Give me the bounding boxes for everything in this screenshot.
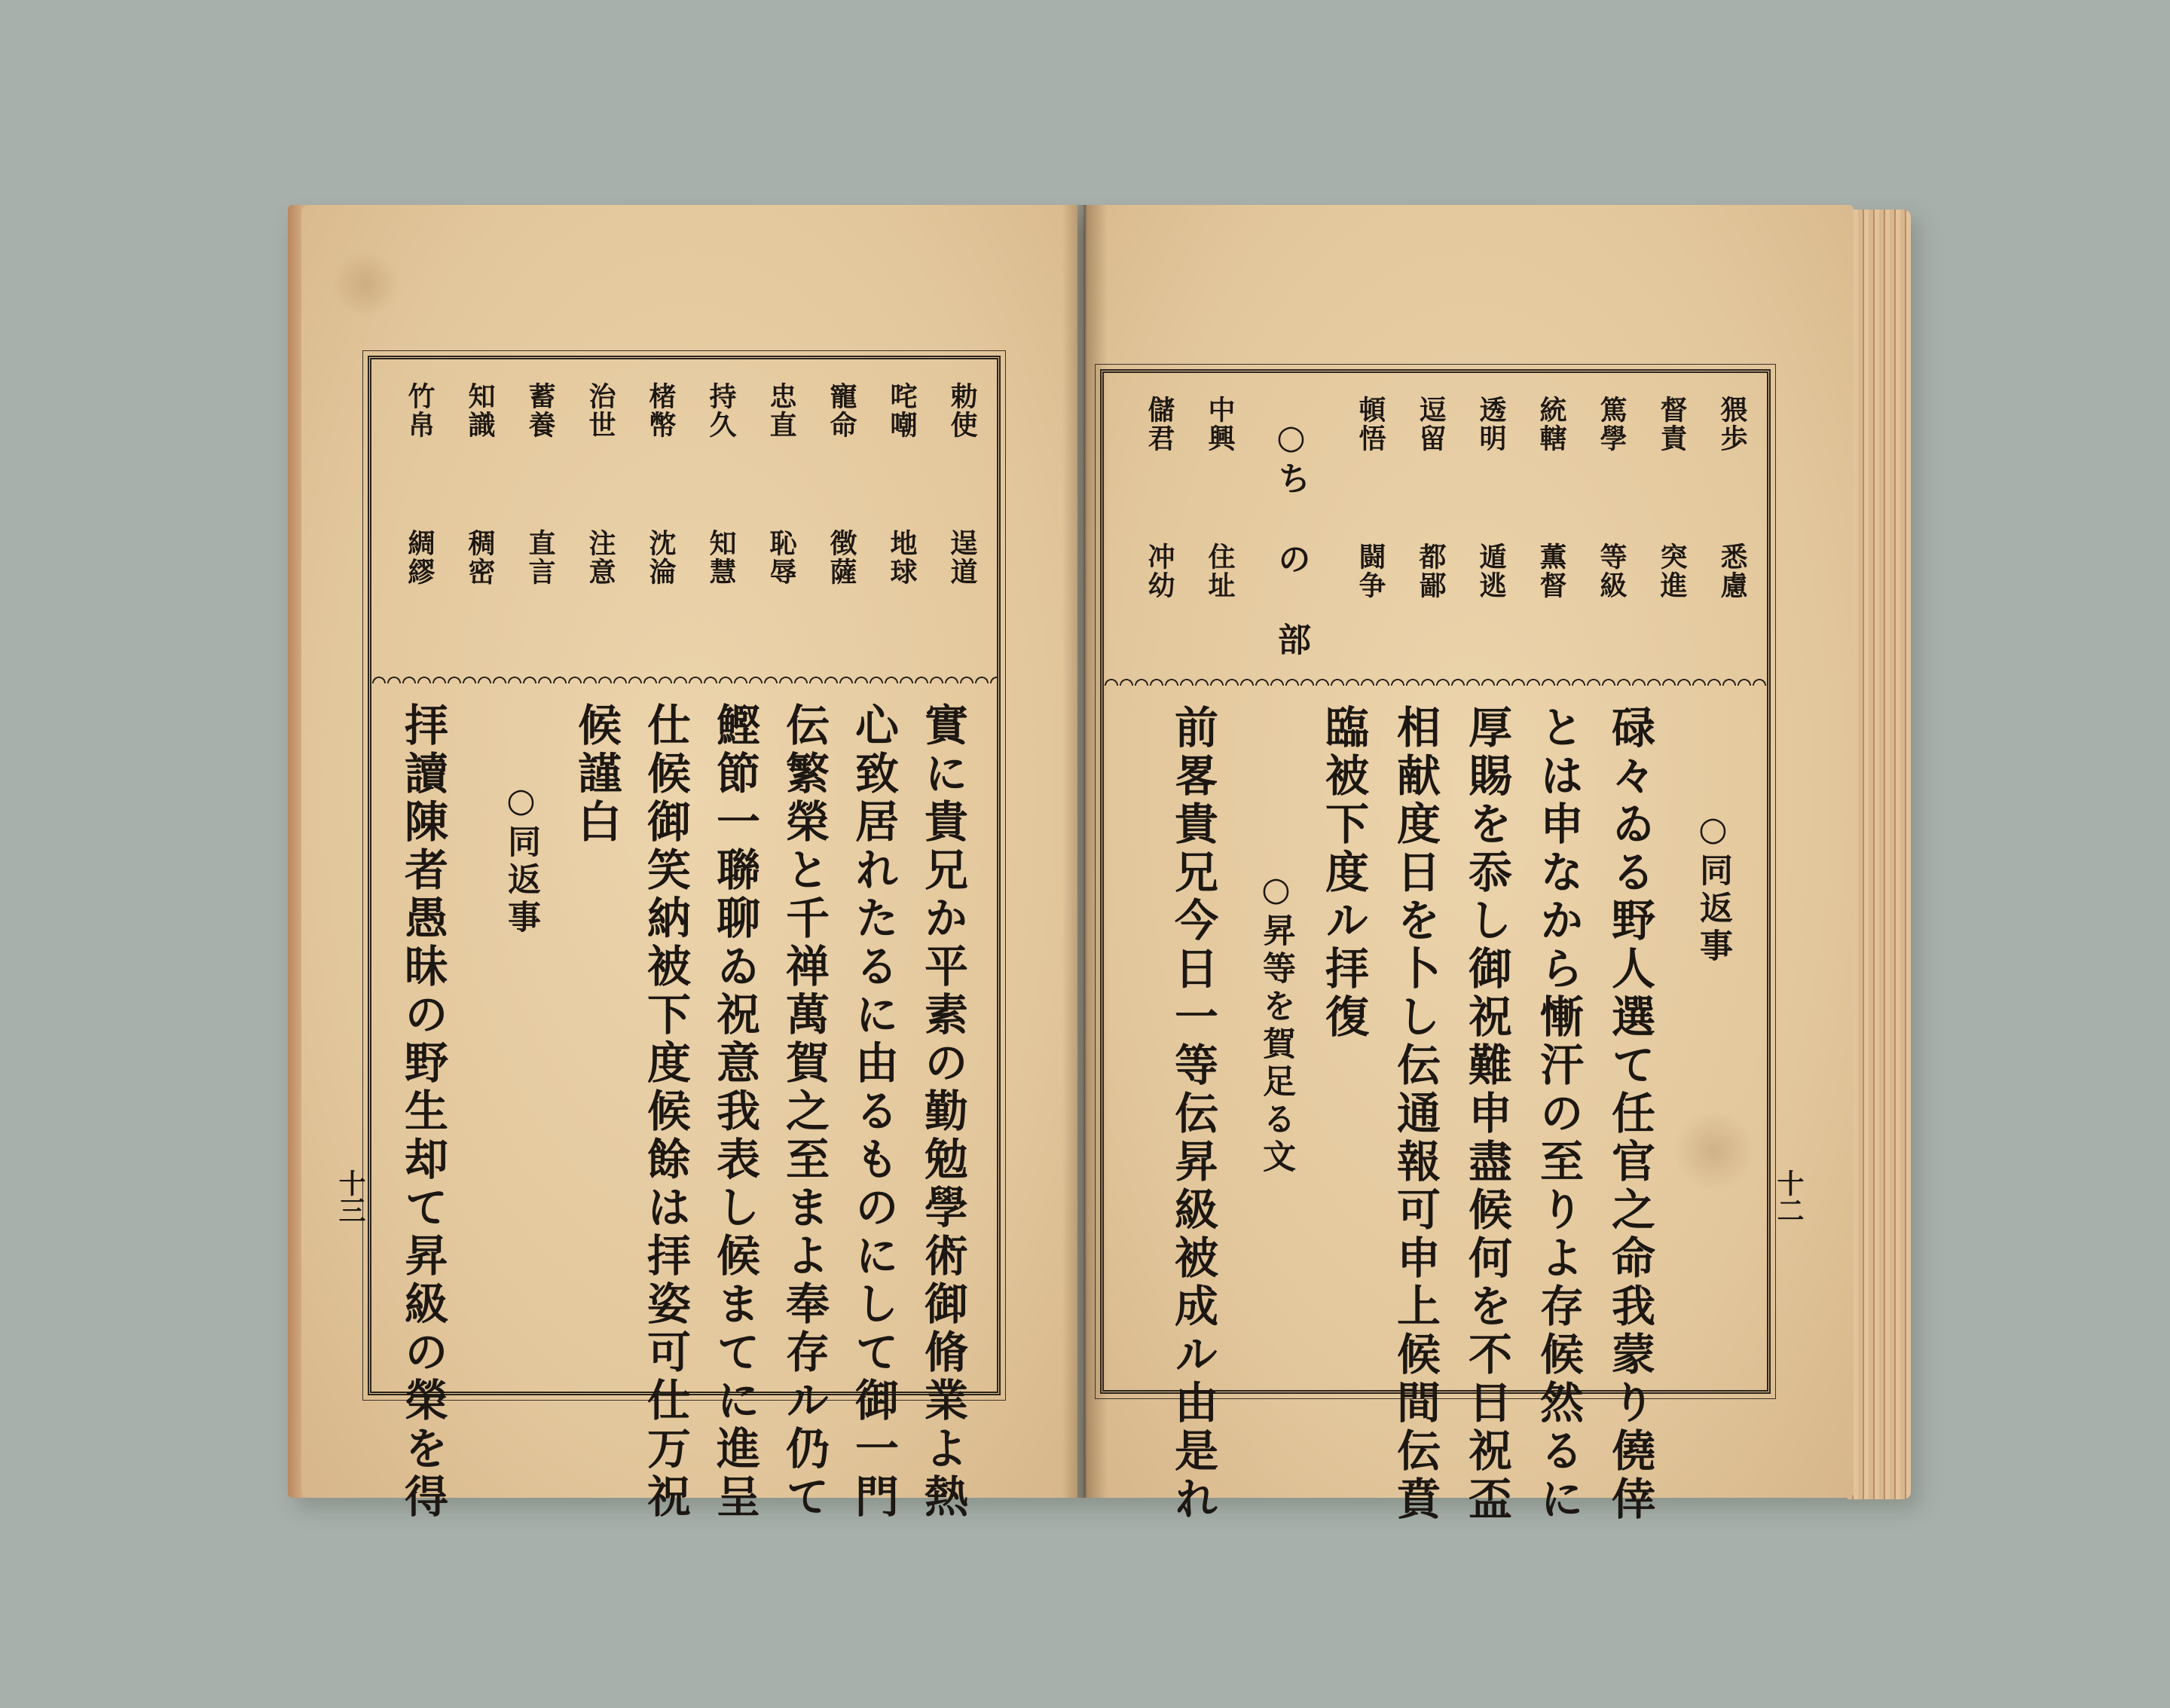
body-column: 臨被下度ル拝復 bbox=[1318, 704, 1369, 1042]
vocab-word: 咤嘲 bbox=[886, 382, 918, 439]
page-number: 十二 bbox=[1773, 1169, 1805, 1224]
vocab-word: 統轄 bbox=[1536, 396, 1567, 453]
vocab-word: 知慧 bbox=[705, 529, 737, 586]
vocab-word: 逗留 bbox=[1415, 396, 1447, 453]
right-page bbox=[1085, 205, 1854, 1524]
body-column: 相献度日を卜し伝通報可申上候間伝賁 bbox=[1389, 704, 1441, 1524]
vocab-word: 頓悟 bbox=[1355, 396, 1386, 453]
book-gutter bbox=[1062, 205, 1108, 1498]
vocab-word: 督責 bbox=[1656, 396, 1688, 453]
vocab-word: 徴薩 bbox=[826, 529, 857, 586]
vocab-word: 中興 bbox=[1204, 396, 1236, 453]
vocab-word: 闘争 bbox=[1355, 542, 1386, 600]
vocab-word: 稠密 bbox=[464, 529, 496, 586]
body-column: 仕候御笑納被下度候餘は拝姿可仕万祝 bbox=[640, 702, 691, 1522]
vocab-word: 知識 bbox=[464, 382, 496, 439]
vocab-word: 持久 bbox=[705, 382, 737, 439]
vocab-word: 等級 bbox=[1596, 542, 1628, 600]
vocab-word: 篤學 bbox=[1596, 396, 1628, 453]
vocab-word: 儲君 bbox=[1144, 396, 1175, 453]
right-page-frame bbox=[1100, 369, 1771, 1524]
vocab-word: 猥歩 bbox=[1716, 396, 1748, 453]
wavy-divider bbox=[1104, 671, 1767, 686]
vocab-word: 恥辱 bbox=[766, 529, 797, 586]
section-heading: ○昇等を賀足る文 bbox=[1257, 870, 1295, 1177]
body-column: 前畧貴兄今日一等伝昇級被成ル由是れ bbox=[1167, 704, 1218, 1524]
body-column: とは申なから慚汗の至りよ存候然るに bbox=[1533, 704, 1584, 1524]
vocab-word: 遁逃 bbox=[1475, 542, 1507, 600]
left-page-frame bbox=[368, 356, 1001, 1522]
vocab-word: 冲幼 bbox=[1144, 542, 1175, 600]
vocab-word: 突進 bbox=[1656, 542, 1688, 600]
body-column: 候謹白 bbox=[570, 702, 622, 847]
section-heading: ○同返事 bbox=[502, 781, 540, 937]
vocab-word: 都鄙 bbox=[1415, 542, 1447, 600]
left-page bbox=[301, 205, 1077, 1522]
vocab-word: 注意 bbox=[585, 529, 616, 586]
body-column: 伝繁榮と千禅萬賀之至まよ奉存ル仍て bbox=[778, 702, 830, 1522]
vocab-word: 沈淪 bbox=[645, 529, 677, 586]
body-column: 拝讀陳者愚昧の野生却て昇級の榮を得 bbox=[397, 702, 448, 1522]
page-stack-edge bbox=[1848, 209, 1911, 1499]
vocab-word: 逞道 bbox=[946, 529, 978, 586]
body-column: 實に貴兄か平素の勤勉學術御脩業よ熱 bbox=[917, 702, 968, 1522]
vocab-word: 楮幣 bbox=[645, 382, 677, 439]
vocab-word: 悉慮 bbox=[1716, 542, 1748, 600]
vocab-word: 薫督 bbox=[1536, 542, 1567, 600]
paper-stain bbox=[332, 250, 399, 318]
vocab-word: 透明 bbox=[1475, 396, 1507, 453]
vocab-word: 勅使 bbox=[946, 382, 978, 439]
vocab-word: 竹帛 bbox=[404, 382, 436, 439]
vocab-word: 蓄養 bbox=[524, 382, 556, 439]
section-heading: ○同返事 bbox=[1694, 810, 1732, 966]
body-column: 厚賜を忝し御祝難申盡候何を不日祝盃 bbox=[1461, 704, 1512, 1524]
vocab-word: 地球 bbox=[886, 529, 918, 586]
vocab-word: 綢繆 bbox=[404, 529, 436, 586]
vocab-word: 忠直 bbox=[766, 382, 797, 439]
vocab-word: 住址 bbox=[1204, 542, 1236, 600]
body-column: 心致居れたるに由るものにして御一門 bbox=[848, 702, 899, 1522]
body-column: 鰹節一聯聊ゐ祝意我表し候まてに進呈 bbox=[709, 702, 760, 1522]
wavy-divider bbox=[371, 668, 997, 683]
body-column: 碌々ゐる野人選て任官之命我蒙り僥倖 bbox=[1604, 704, 1655, 1524]
chi-section-heading: ○ち の 部 bbox=[1272, 418, 1310, 660]
vocab-word: 治世 bbox=[585, 382, 616, 439]
vocab-word: 直言 bbox=[524, 529, 556, 586]
page-number: 十三 bbox=[335, 1169, 366, 1224]
vocab-word: 寵命 bbox=[826, 382, 857, 439]
